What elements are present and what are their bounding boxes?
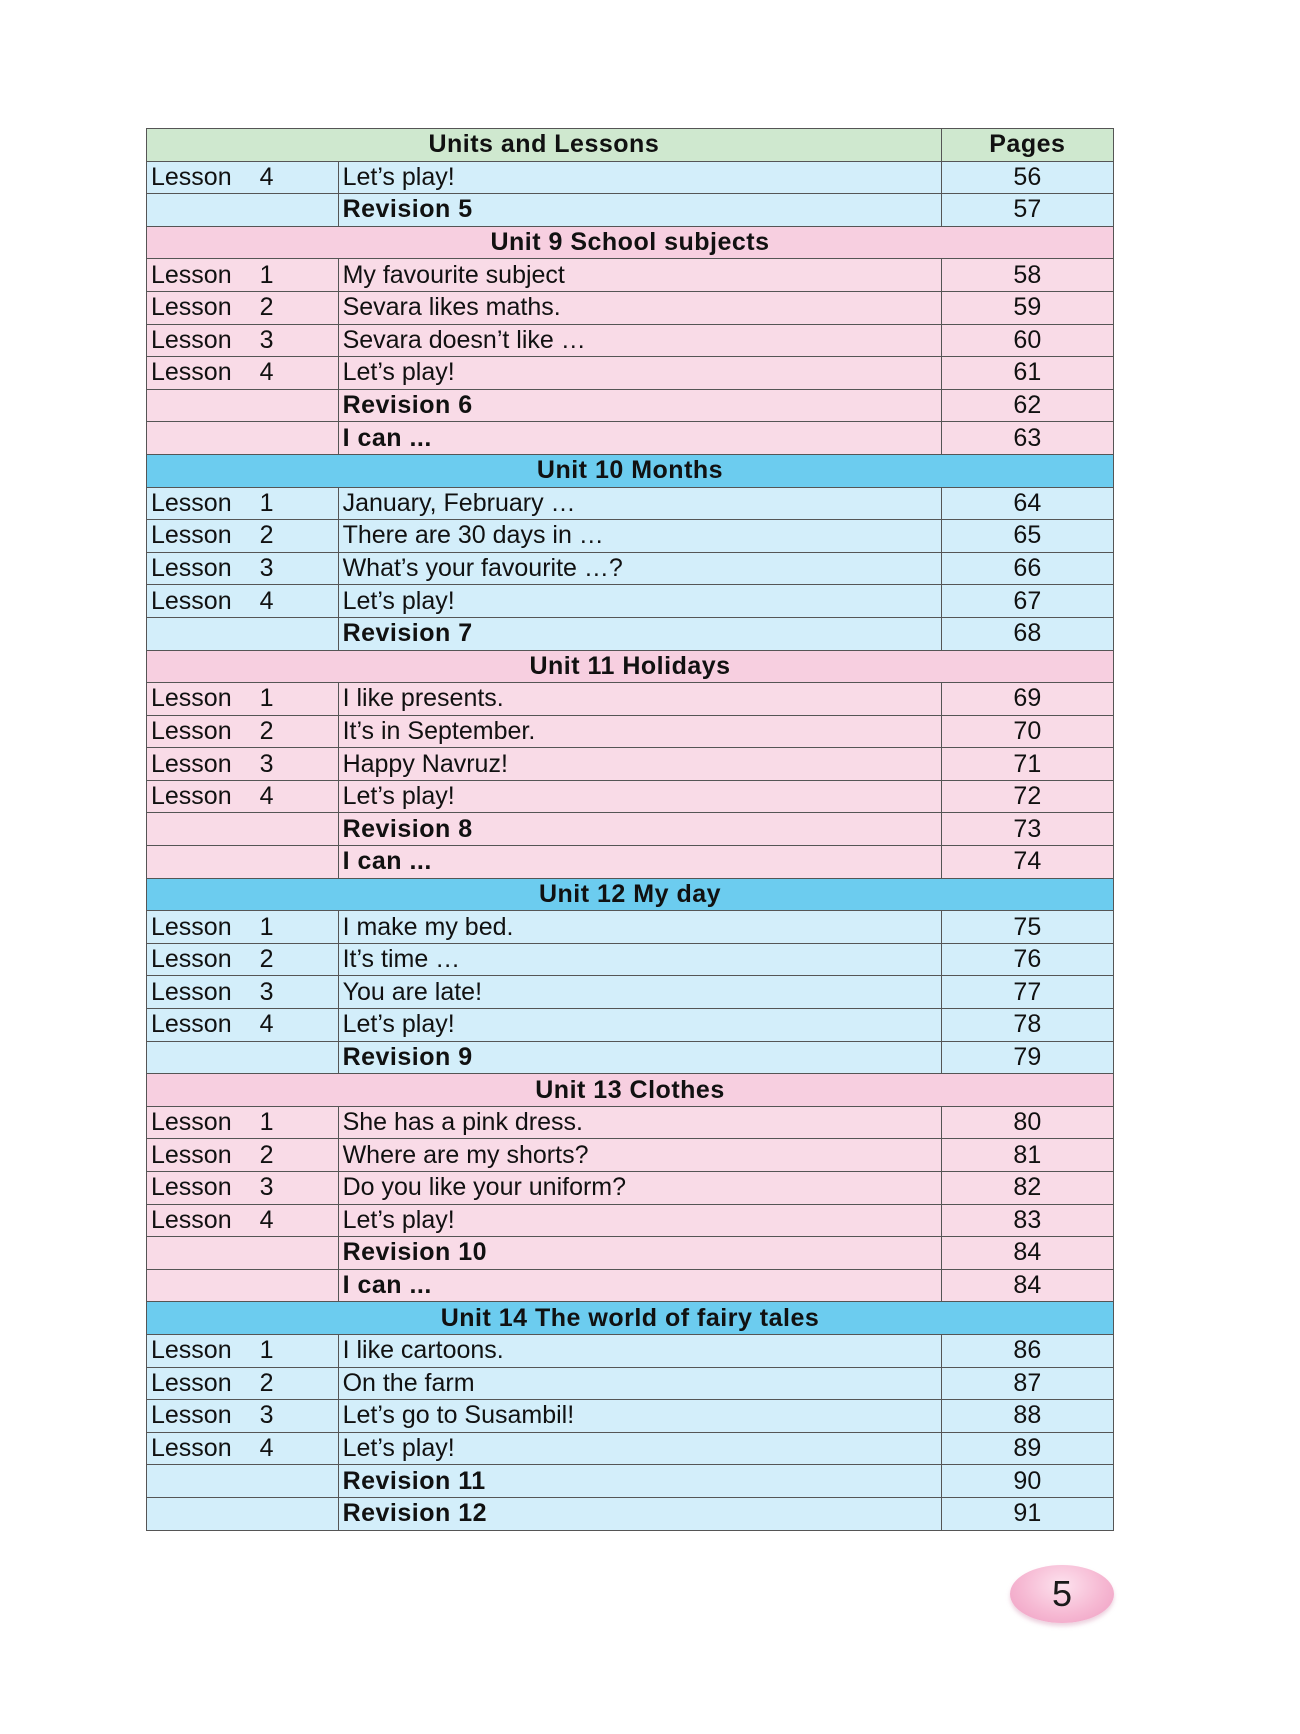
unit-heading-row xyxy=(147,454,1114,487)
section-title: Revision 9 xyxy=(338,1041,941,1074)
lesson-title: Let’s play! xyxy=(338,1432,941,1465)
lesson-cell xyxy=(147,1204,339,1237)
lesson-cell xyxy=(147,1041,339,1074)
lesson-row xyxy=(147,552,1114,585)
section-row xyxy=(147,617,1114,650)
table-of-contents xyxy=(146,128,1114,1531)
lesson-title: Let’s play! xyxy=(338,780,941,813)
lesson-label: Lesson xyxy=(151,945,232,974)
lesson-row xyxy=(147,683,1114,716)
lesson-row xyxy=(147,1009,1114,1042)
lesson-title: Let’s play! xyxy=(338,1204,941,1237)
section-row xyxy=(147,1269,1114,1302)
lesson-cell xyxy=(147,1237,339,1270)
section-title: Revision 5 xyxy=(338,194,941,227)
page-number: 79 xyxy=(941,1041,1113,1074)
lesson-title: I like presents. xyxy=(338,683,941,716)
lesson-row xyxy=(147,1400,1114,1433)
lesson-label: Lesson xyxy=(151,293,232,322)
page-number-badge: 5 xyxy=(1010,1565,1114,1623)
lesson-number: 4 xyxy=(259,1205,274,1234)
lesson-label: Lesson xyxy=(151,716,232,745)
section-title: Revision 7 xyxy=(338,617,941,650)
page-number: 80 xyxy=(941,1106,1113,1139)
lesson-row xyxy=(147,487,1114,520)
page-number: 63 xyxy=(941,422,1113,455)
lesson-label: Lesson xyxy=(151,325,232,354)
page-number: 76 xyxy=(941,943,1113,976)
unit-title: Unit 13 Clothes xyxy=(147,1074,1114,1107)
section-title: Revision 8 xyxy=(338,813,941,846)
lesson-cell xyxy=(147,976,339,1009)
section-title: Revision 10 xyxy=(338,1237,941,1270)
page-number: 90 xyxy=(941,1465,1113,1498)
units-and-lessons-header: Units and Lessons xyxy=(147,129,942,162)
lesson-cell xyxy=(147,357,339,390)
page-number: 57 xyxy=(941,194,1113,227)
lesson-number: 2 xyxy=(259,945,274,974)
lesson-row xyxy=(147,943,1114,976)
lesson-cell xyxy=(147,1009,339,1042)
section-row xyxy=(147,194,1114,227)
lesson-title: Let’s play! xyxy=(338,161,941,194)
lesson-cell xyxy=(147,520,339,553)
lesson-label: Lesson xyxy=(151,586,232,615)
page-number: 84 xyxy=(941,1269,1113,1302)
page-number: 56 xyxy=(941,161,1113,194)
lesson-label: Lesson xyxy=(151,684,232,713)
lesson-number: 1 xyxy=(259,912,274,941)
lesson-title: My favourite subject xyxy=(338,259,941,292)
lesson-row xyxy=(147,976,1114,1009)
lesson-cell xyxy=(147,1334,339,1367)
lesson-cell xyxy=(147,552,339,585)
section-row xyxy=(147,422,1114,455)
lesson-title: Let’s play! xyxy=(338,585,941,618)
lesson-label: Lesson xyxy=(151,912,232,941)
lesson-cell xyxy=(147,1139,339,1172)
lesson-number: 3 xyxy=(259,325,274,354)
lesson-number: 2 xyxy=(259,716,274,745)
lesson-title: Happy Navruz! xyxy=(338,748,941,781)
lesson-cell xyxy=(147,1269,339,1302)
lesson-label: Lesson xyxy=(151,1140,232,1169)
lesson-label: Lesson xyxy=(151,1368,232,1397)
lesson-cell xyxy=(147,389,339,422)
lesson-row xyxy=(147,585,1114,618)
lesson-label: Lesson xyxy=(151,521,232,550)
lesson-label: Lesson xyxy=(151,749,232,778)
lesson-title: You are late! xyxy=(338,976,941,1009)
lesson-label: Lesson xyxy=(151,1434,232,1463)
lesson-cell xyxy=(147,259,339,292)
lesson-number: 2 xyxy=(259,1368,274,1397)
section-title: I can ... xyxy=(338,422,941,455)
lesson-cell xyxy=(147,748,339,781)
lesson-number: 3 xyxy=(259,749,274,778)
lesson-row xyxy=(147,161,1114,194)
page-number: 69 xyxy=(941,683,1113,716)
lesson-number: 2 xyxy=(259,521,274,550)
page-number: 75 xyxy=(941,911,1113,944)
lesson-number: 1 xyxy=(259,1108,274,1137)
lesson-title: Where are my shorts? xyxy=(338,1139,941,1172)
page-number: 67 xyxy=(941,585,1113,618)
lesson-row xyxy=(147,911,1114,944)
page-number: 65 xyxy=(941,520,1113,553)
lesson-number: 3 xyxy=(259,1173,274,1202)
lesson-number: 2 xyxy=(259,293,274,322)
page-number: 91 xyxy=(941,1497,1113,1530)
page-number: 59 xyxy=(941,291,1113,324)
section-title: I can ... xyxy=(338,846,941,879)
lesson-title: I make my bed. xyxy=(338,911,941,944)
page-number: 88 xyxy=(941,1400,1113,1433)
lesson-row xyxy=(147,1432,1114,1465)
section-title: Revision 12 xyxy=(338,1497,941,1530)
section-title: Revision 11 xyxy=(338,1465,941,1498)
page-number: 70 xyxy=(941,715,1113,748)
lesson-title: Let’s go to Susambil! xyxy=(338,1400,941,1433)
section-row xyxy=(147,846,1114,879)
lesson-cell xyxy=(147,617,339,650)
lesson-number: 3 xyxy=(259,1401,274,1430)
lesson-label: Lesson xyxy=(151,782,232,811)
page-number: 83 xyxy=(941,1204,1113,1237)
lesson-number: 1 xyxy=(259,260,274,289)
lesson-title: Let’s play! xyxy=(338,1009,941,1042)
unit-title: Unit 12 My day xyxy=(147,878,1114,911)
lesson-number: 3 xyxy=(259,977,274,1006)
lesson-cell xyxy=(147,1172,339,1205)
page-number: 64 xyxy=(941,487,1113,520)
section-row xyxy=(147,1497,1114,1530)
lesson-title: Let’s play! xyxy=(338,357,941,390)
page-number: 71 xyxy=(941,748,1113,781)
section-row xyxy=(147,813,1114,846)
section-title: Revision 6 xyxy=(338,389,941,422)
lesson-number: 4 xyxy=(259,1010,274,1039)
page-number: 86 xyxy=(941,1334,1113,1367)
lesson-row xyxy=(147,780,1114,813)
lesson-cell xyxy=(147,846,339,879)
page-number: 73 xyxy=(941,813,1113,846)
lesson-cell xyxy=(147,194,339,227)
lesson-title: Sevara likes maths. xyxy=(338,291,941,324)
section-row xyxy=(147,1041,1114,1074)
lesson-row xyxy=(147,748,1114,781)
lesson-number: 1 xyxy=(259,488,274,517)
lesson-label: Lesson xyxy=(151,358,232,387)
unit-heading-row xyxy=(147,1302,1114,1335)
lesson-label: Lesson xyxy=(151,554,232,583)
page-number: 82 xyxy=(941,1172,1113,1205)
page-number: 89 xyxy=(941,1432,1113,1465)
lesson-cell xyxy=(147,911,339,944)
lesson-number: 4 xyxy=(259,586,274,615)
lesson-cell xyxy=(147,1465,339,1498)
page-number: 68 xyxy=(941,617,1113,650)
unit-title: Unit 10 Months xyxy=(147,454,1114,487)
page-number: 58 xyxy=(941,259,1113,292)
page-number: 81 xyxy=(941,1139,1113,1172)
lesson-row xyxy=(147,1334,1114,1367)
lesson-title: January, February … xyxy=(338,487,941,520)
lesson-number: 4 xyxy=(259,1434,274,1463)
lesson-label: Lesson xyxy=(151,1205,232,1234)
lesson-row xyxy=(147,291,1114,324)
page-number: 72 xyxy=(941,780,1113,813)
lesson-title: Do you like your uniform? xyxy=(338,1172,941,1205)
lesson-label: Lesson xyxy=(151,1336,232,1365)
unit-heading-row xyxy=(147,226,1114,259)
page-number: 61 xyxy=(941,357,1113,390)
lesson-label: Lesson xyxy=(151,260,232,289)
lesson-title: On the farm xyxy=(338,1367,941,1400)
unit-title: Unit 11 Holidays xyxy=(147,650,1114,683)
lesson-cell xyxy=(147,715,339,748)
lesson-cell xyxy=(147,585,339,618)
lesson-cell xyxy=(147,1432,339,1465)
lesson-number: 1 xyxy=(259,684,274,713)
page-number: 77 xyxy=(941,976,1113,1009)
lesson-cell xyxy=(147,1106,339,1139)
pages-header: Pages xyxy=(941,129,1113,162)
lesson-number: 2 xyxy=(259,1140,274,1169)
lesson-row xyxy=(147,1204,1114,1237)
section-row xyxy=(147,1465,1114,1498)
lesson-cell xyxy=(147,780,339,813)
page-number: 66 xyxy=(941,552,1113,585)
lesson-number: 3 xyxy=(259,554,274,583)
lesson-title: Sevara doesn’t like … xyxy=(338,324,941,357)
lesson-number: 4 xyxy=(259,358,274,387)
lesson-row xyxy=(147,1367,1114,1400)
lesson-label: Lesson xyxy=(151,977,232,1006)
lesson-label: Lesson xyxy=(151,1108,232,1137)
lesson-title: What’s your favourite …? xyxy=(338,552,941,585)
unit-title: Unit 14 The world of fairy tales xyxy=(147,1302,1114,1335)
unit-heading-row xyxy=(147,650,1114,683)
lesson-cell xyxy=(147,1400,339,1433)
unit-heading-row xyxy=(147,1074,1114,1107)
lesson-title: It’s in September. xyxy=(338,715,941,748)
lesson-cell xyxy=(147,291,339,324)
lesson-row xyxy=(147,1106,1114,1139)
page-number: 78 xyxy=(941,1009,1113,1042)
unit-title: Unit 9 School subjects xyxy=(147,226,1114,259)
page-number: 62 xyxy=(941,389,1113,422)
table-header-row xyxy=(147,129,1114,162)
lesson-number: 4 xyxy=(259,162,274,191)
lesson-cell xyxy=(147,813,339,846)
lesson-label: Lesson xyxy=(151,488,232,517)
lesson-row xyxy=(147,259,1114,292)
lesson-title: She has a pink dress. xyxy=(338,1106,941,1139)
lesson-row xyxy=(147,1139,1114,1172)
lesson-number: 4 xyxy=(259,782,274,811)
lesson-number: 1 xyxy=(259,1336,274,1365)
unit-heading-row xyxy=(147,878,1114,911)
lesson-cell xyxy=(147,1367,339,1400)
section-row xyxy=(147,389,1114,422)
lesson-cell xyxy=(147,324,339,357)
lesson-title: There are 30 days in … xyxy=(338,520,941,553)
lesson-label: Lesson xyxy=(151,162,232,191)
lesson-title: It’s time … xyxy=(338,943,941,976)
page-number: 87 xyxy=(941,1367,1113,1400)
lesson-cell xyxy=(147,683,339,716)
lesson-row xyxy=(147,357,1114,390)
lesson-row xyxy=(147,520,1114,553)
lesson-label: Lesson xyxy=(151,1173,232,1202)
lesson-label: Lesson xyxy=(151,1401,232,1430)
lesson-cell xyxy=(147,422,339,455)
section-row xyxy=(147,1237,1114,1270)
page-number: 84 xyxy=(941,1237,1113,1270)
section-title: I can ... xyxy=(338,1269,941,1302)
lesson-row xyxy=(147,1172,1114,1205)
lesson-label: Lesson xyxy=(151,1010,232,1039)
page-number: 60 xyxy=(941,324,1113,357)
lesson-cell xyxy=(147,943,339,976)
lesson-row xyxy=(147,324,1114,357)
lesson-title: I like cartoons. xyxy=(338,1334,941,1367)
lesson-cell xyxy=(147,161,339,194)
lesson-cell xyxy=(147,487,339,520)
lesson-cell xyxy=(147,1497,339,1530)
page-number: 74 xyxy=(941,846,1113,879)
lesson-row xyxy=(147,715,1114,748)
